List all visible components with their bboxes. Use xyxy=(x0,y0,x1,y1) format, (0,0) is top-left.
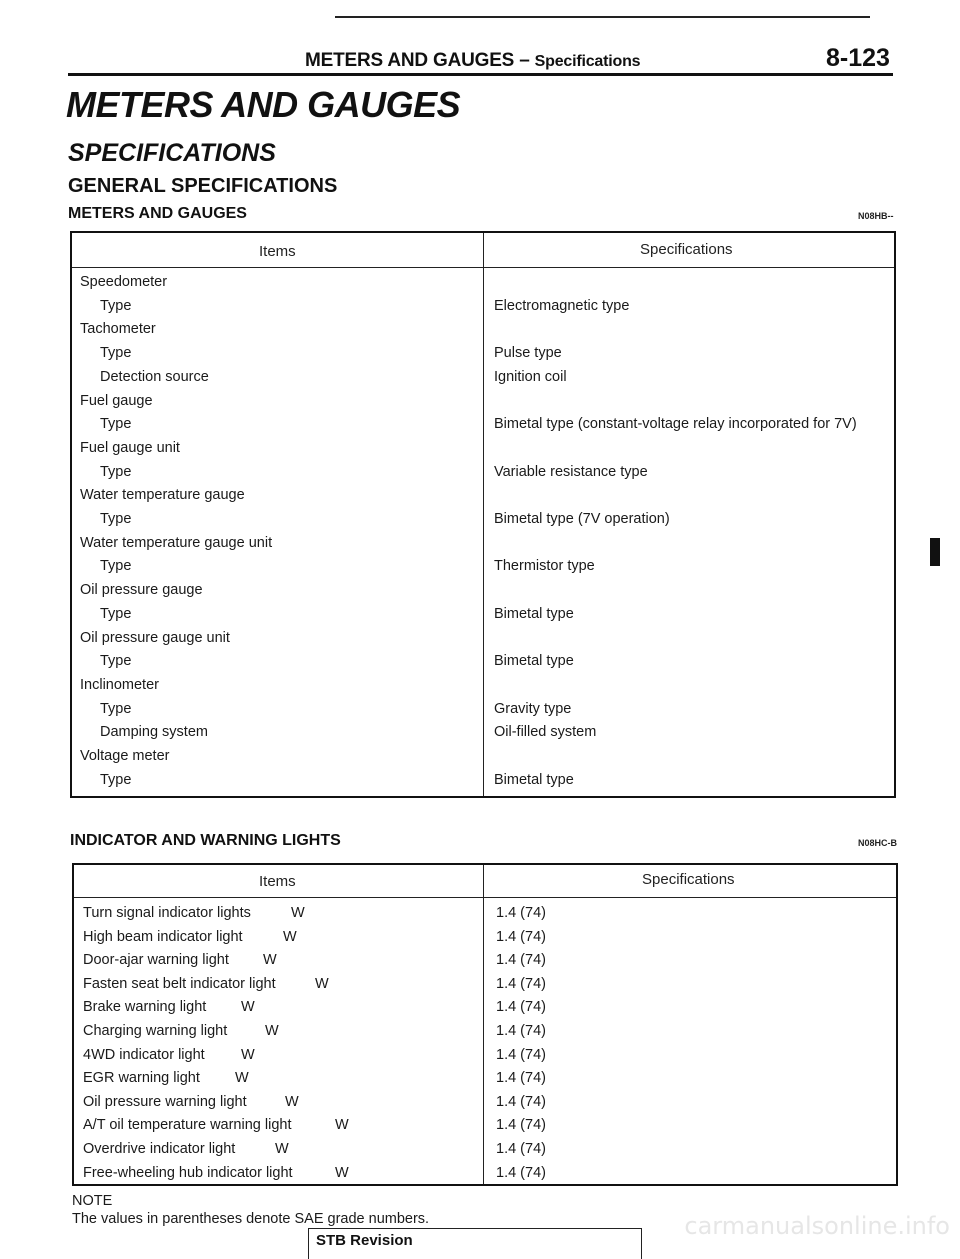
row-item: Fuel gauge xyxy=(80,392,153,409)
row-item: A/T oil temperature warning light xyxy=(83,1117,292,1134)
row-unit: W xyxy=(283,928,297,945)
row-unit: W xyxy=(315,975,329,992)
row-spec: Bimetal type xyxy=(494,771,574,788)
note-text: The values in parentheses denote SAE grade numbers. xyxy=(72,1211,430,1227)
row-spec: Oil-filled system xyxy=(494,724,597,741)
table-row xyxy=(72,673,894,697)
table-row xyxy=(72,483,894,507)
meters-col-specs: Specifications xyxy=(640,241,733,258)
row-unit: W xyxy=(335,1164,349,1181)
table-row xyxy=(72,697,894,721)
row-unit: W xyxy=(291,905,305,921)
row-spec: 1.4 (74) xyxy=(496,905,546,921)
note-label: NOTE xyxy=(72,1193,113,1209)
table-row xyxy=(74,1161,896,1185)
table-row xyxy=(72,626,894,650)
row-item: Tachometer xyxy=(80,321,156,338)
row-spec: Pulse type xyxy=(494,345,562,362)
row-spec: Ignition coil xyxy=(494,368,567,385)
row-item: Type xyxy=(100,771,132,788)
page-title: METERS AND GAUGES xyxy=(66,84,461,125)
row-spec: Thermistor type xyxy=(494,558,595,575)
table-row xyxy=(72,768,894,792)
row-item: Water temperature gauge unit xyxy=(80,534,273,551)
row-spec: 1.4 (74) xyxy=(496,1023,546,1039)
table-row xyxy=(74,901,896,925)
row-unit: W xyxy=(335,1117,349,1134)
row-item: Brake warning light xyxy=(83,999,207,1016)
table-row xyxy=(74,972,896,996)
header-rule xyxy=(68,73,893,76)
row-spec: 1.4 (74) xyxy=(496,928,546,945)
row-item: Door-ajar warning light xyxy=(83,952,229,969)
row-unit: W xyxy=(241,999,255,1016)
row-spec: 1.4 (74) xyxy=(496,1164,546,1181)
row-spec: Bimetal type (7V operation) xyxy=(494,511,670,527)
table-row xyxy=(74,1043,896,1067)
row-item: Type xyxy=(100,653,132,670)
row-item: Damping system xyxy=(100,724,208,741)
table-row xyxy=(74,1066,896,1090)
table-row xyxy=(74,1019,896,1043)
indicators-table xyxy=(72,863,898,1186)
section-heading-specifications: SPECIFICATIONS xyxy=(68,139,276,167)
running-header-main: METERS AND GAUGES – xyxy=(305,50,535,71)
row-unit: W xyxy=(241,1046,255,1063)
row-spec: Bimetal type xyxy=(494,605,574,622)
subsection-heading-general: GENERAL SPECIFICATIONS xyxy=(68,175,338,197)
table-row xyxy=(72,720,894,744)
row-spec: 1.4 (74) xyxy=(496,1093,546,1110)
row-item: Type xyxy=(100,345,132,362)
table-row xyxy=(74,948,896,972)
row-spec: Gravity type xyxy=(494,700,572,717)
page-number: 8-123 xyxy=(826,44,890,72)
row-item: Overdrive indicator light xyxy=(83,1141,236,1157)
indicators-table-title: INDICATOR AND WARNING LIGHTS xyxy=(70,832,341,849)
running-header-sub: Specifications xyxy=(534,53,641,70)
row-item: Detection source xyxy=(100,368,209,385)
table-row xyxy=(72,365,894,389)
row-item: Inclinometer xyxy=(80,676,159,693)
table-row xyxy=(74,1137,896,1161)
indicators-table-code: N08HC-B xyxy=(858,838,898,848)
row-spec: 1.4 (74) xyxy=(496,1141,546,1157)
table-row xyxy=(72,578,894,602)
section-tab-marker xyxy=(930,538,940,566)
top-rule xyxy=(335,16,870,18)
running-header xyxy=(305,50,640,72)
header-divider xyxy=(72,267,894,268)
table-row xyxy=(72,294,894,318)
meters-table-title: METERS AND GAUGES xyxy=(68,205,247,222)
row-item: Turn signal indicator lights xyxy=(83,905,251,921)
row-item: Type xyxy=(100,558,132,575)
row-item: Type xyxy=(100,416,132,433)
row-unit: W xyxy=(285,1093,299,1110)
row-spec: 1.4 (74) xyxy=(496,999,546,1016)
table-row xyxy=(72,460,894,484)
row-item: Speedometer xyxy=(80,274,168,290)
meters-table-code: N08HB-- xyxy=(858,211,894,221)
meters-table xyxy=(70,231,896,798)
row-item: Fasten seat belt indicator light xyxy=(83,975,276,992)
table-row xyxy=(72,389,894,413)
row-item: Type xyxy=(100,463,132,480)
table-row xyxy=(72,507,894,531)
header-divider xyxy=(74,897,896,898)
row-spec: Bimetal type xyxy=(494,653,574,670)
table-row xyxy=(72,412,894,436)
watermark: carmanualsonline.info xyxy=(684,1212,950,1240)
table-row xyxy=(72,744,894,768)
table-row xyxy=(72,554,894,578)
row-item: Fuel gauge unit xyxy=(80,439,180,456)
row-spec: 1.4 (74) xyxy=(496,1046,546,1063)
row-item: Free-wheeling hub indicator light xyxy=(83,1164,293,1181)
row-unit: W xyxy=(265,1023,279,1039)
row-item: Type xyxy=(100,297,132,314)
row-spec: 1.4 (74) xyxy=(496,975,546,992)
row-spec: Electromagnetic type xyxy=(494,297,630,314)
row-spec: 1.4 (74) xyxy=(496,1070,546,1087)
row-unit: W xyxy=(263,952,277,969)
row-item: Type xyxy=(100,605,132,622)
row-item: Type xyxy=(100,511,132,527)
row-item: Voltage meter xyxy=(80,748,170,764)
meters-col-items: Items xyxy=(259,243,296,260)
row-unit: W xyxy=(275,1141,289,1157)
row-item: Oil pressure gauge unit xyxy=(80,629,230,646)
row-item: Oil pressure gauge xyxy=(80,582,203,599)
table-row xyxy=(74,1090,896,1114)
table-row xyxy=(72,649,894,673)
table-row xyxy=(72,531,894,555)
table-row xyxy=(74,995,896,1019)
row-item: Water temperature gauge xyxy=(80,487,245,504)
row-item: 4WD indicator light xyxy=(83,1046,205,1063)
row-item: Type xyxy=(100,700,132,717)
row-unit: W xyxy=(235,1070,249,1087)
row-spec: 1.4 (74) xyxy=(496,1117,546,1134)
indicators-col-specs: Specifications xyxy=(642,871,735,888)
row-item: High beam indicator light xyxy=(83,928,243,945)
table-row xyxy=(72,602,894,626)
row-item: Charging warning light xyxy=(83,1023,228,1039)
table-row xyxy=(72,341,894,365)
table-row xyxy=(72,436,894,460)
row-item: EGR warning light xyxy=(83,1070,200,1087)
row-item: Oil pressure warning light xyxy=(83,1093,247,1110)
footer-revision-text: STB Revision xyxy=(316,1232,413,1249)
row-spec: Variable resistance type xyxy=(494,463,648,480)
table-row xyxy=(72,270,894,294)
table-row xyxy=(74,925,896,949)
row-spec: 1.4 (74) xyxy=(496,952,546,969)
indicators-col-items: Items xyxy=(259,873,296,890)
row-spec: Bimetal type (constant-voltage relay incorporated for 7V) xyxy=(494,416,857,433)
table-row xyxy=(74,1113,896,1137)
table-row xyxy=(72,317,894,341)
